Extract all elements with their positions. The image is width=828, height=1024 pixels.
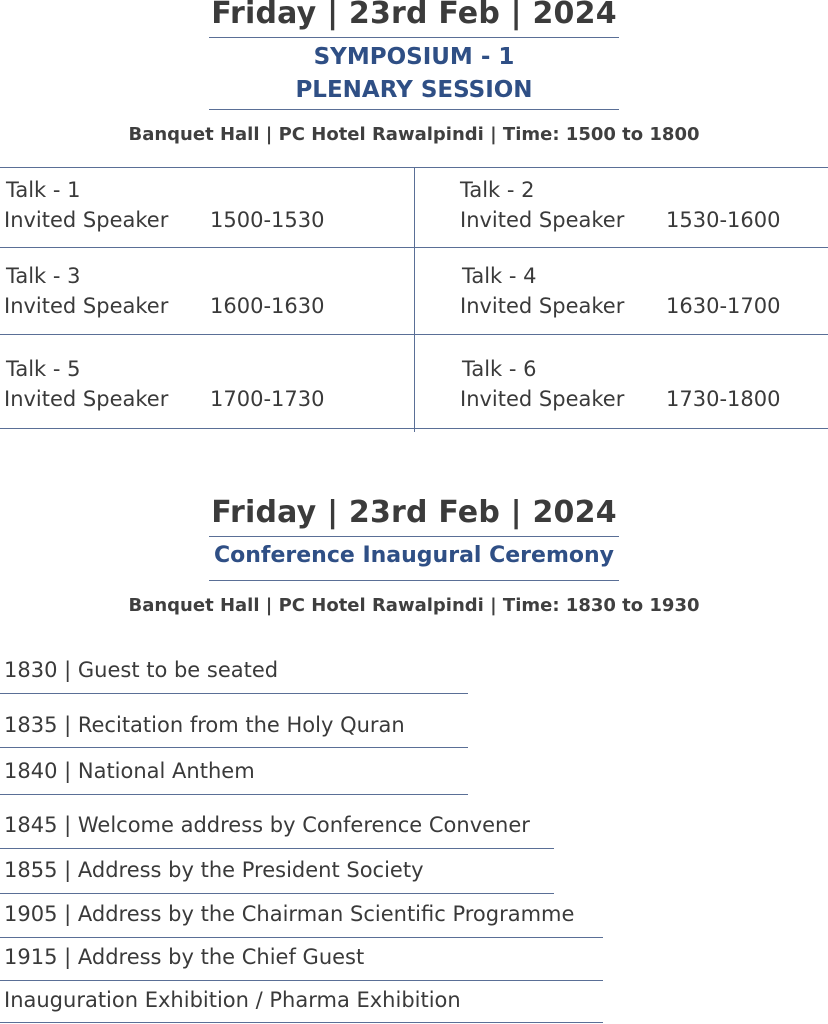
talk-3-time: 1600-1630 — [210, 294, 325, 318]
talks-grid-divider — [414, 167, 415, 432]
talk-2-speaker: Invited Speaker — [460, 208, 625, 232]
talk-1-speaker: Invited Speaker — [4, 208, 169, 232]
section1-venue: Banquet Hall | PC Hotel Rawalpindi | Time: 1500 to 1800 — [128, 124, 700, 145]
section1-title-underline — [209, 109, 619, 110]
talk-3-speaker: Invited Speaker — [4, 294, 169, 318]
section1-title-line2: PLENARY SESSION — [295, 77, 533, 103]
section1-title-line1: SYMPOSIUM - 1 — [313, 44, 515, 70]
talk-6-speaker: Invited Speaker — [460, 387, 625, 411]
talk-6-time: 1730-1800 — [666, 387, 781, 411]
section2-date-underline — [209, 536, 619, 537]
agenda-item-7: 1915 | Address by the Chief Guest — [4, 945, 365, 969]
agenda-divider-6 — [0, 937, 603, 938]
section2-title: Conference Inaugural Ceremony — [213, 543, 614, 568]
talk-5-time: 1700-1730 — [210, 387, 325, 411]
talk-1-label: Talk - 1 — [6, 178, 81, 202]
agenda-divider-7 — [0, 980, 603, 981]
section2-date-title: Friday | 23rd Feb | 2024 — [211, 495, 617, 530]
agenda-item-1: 1830 | Guest to be seated — [4, 658, 279, 682]
agenda-divider-4 — [0, 848, 554, 849]
talk-2-time: 1530-1600 — [666, 208, 781, 232]
talk-3-label: Talk - 3 — [6, 264, 81, 288]
talk-4-label: Talk - 4 — [462, 264, 537, 288]
agenda-divider-5 — [0, 893, 554, 894]
agenda-item-8: Inauguration Exhibition / Pharma Exhibition — [4, 988, 461, 1012]
agenda-item-4: 1845 | Welcome address by Conference Convener — [4, 813, 530, 837]
agenda-divider-1 — [0, 693, 468, 694]
talk-6-label: Talk - 6 — [462, 357, 537, 381]
agenda-divider-2 — [0, 747, 468, 748]
section1-date-underline — [209, 37, 619, 38]
talk-1-time: 1500-1530 — [210, 208, 325, 232]
talk-4-time: 1630-1700 — [666, 294, 781, 318]
talk-5-label: Talk - 5 — [6, 357, 81, 381]
section2-title-underline — [209, 580, 619, 581]
agenda-divider-3 — [0, 794, 468, 795]
agenda-item-3: 1840 | National Anthem — [4, 759, 255, 783]
agenda-item-5: 1855 | Address by the President Society — [4, 858, 424, 882]
talk-5-speaker: Invited Speaker — [4, 387, 169, 411]
section2-venue: Banquet Hall | PC Hotel Rawalpindi | Time: 1830 to 1930 — [128, 595, 700, 616]
talk-4-speaker: Invited Speaker — [460, 294, 625, 318]
agenda-item-2: 1835 | Recitation from the Holy Quran — [4, 713, 405, 737]
agenda-item-6: 1905 | Address by the Chairman Scientific Programme — [4, 902, 575, 926]
talk-2-label: Talk - 2 — [460, 178, 535, 202]
agenda-divider-8 — [0, 1022, 603, 1023]
section1-date-title: Friday | 23rd Feb | 2024 — [211, 0, 617, 31]
